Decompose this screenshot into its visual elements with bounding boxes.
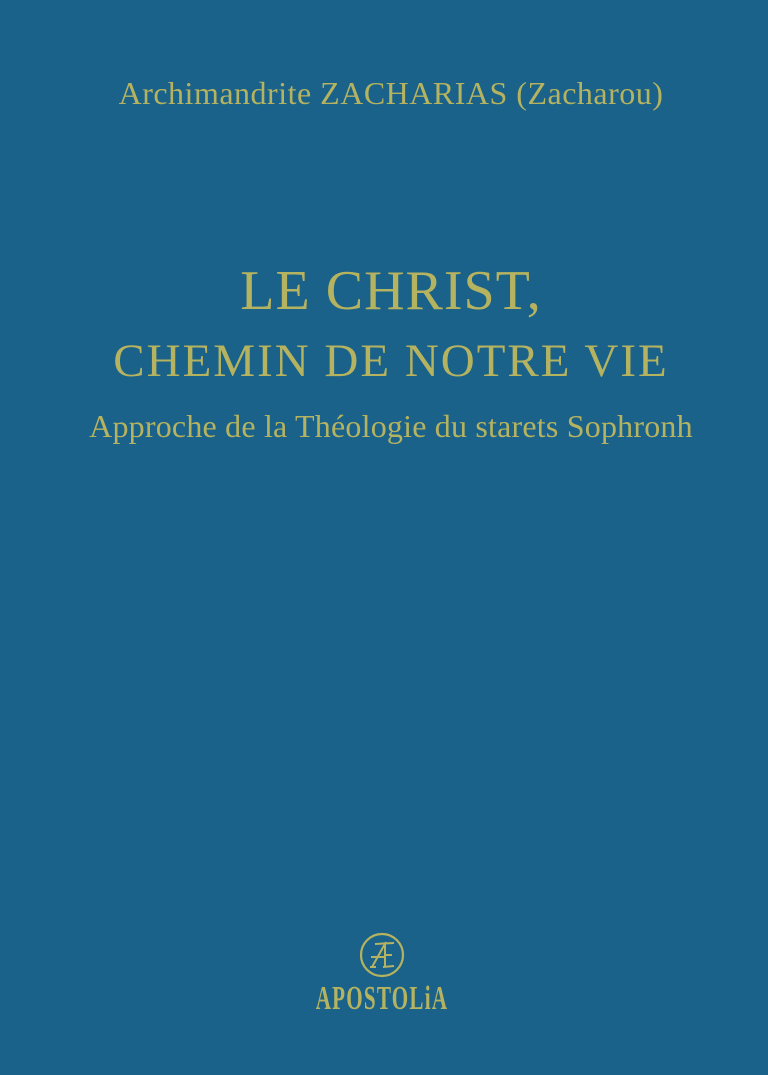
apostolia-ae-monogram-icon bbox=[358, 931, 406, 979]
author-line: Archimandrite ZACHARIAS (Zacharou) bbox=[118, 75, 664, 111]
title-line-2: CHEMIN DE NOTRE VIE bbox=[113, 335, 669, 387]
book-subtitle: Approche de la Théologie du starets Sophronh bbox=[89, 408, 693, 444]
publisher-wordmark: APOSTOLiA bbox=[315, 980, 449, 1017]
title-line-1: LE CHRIST, bbox=[240, 260, 542, 322]
